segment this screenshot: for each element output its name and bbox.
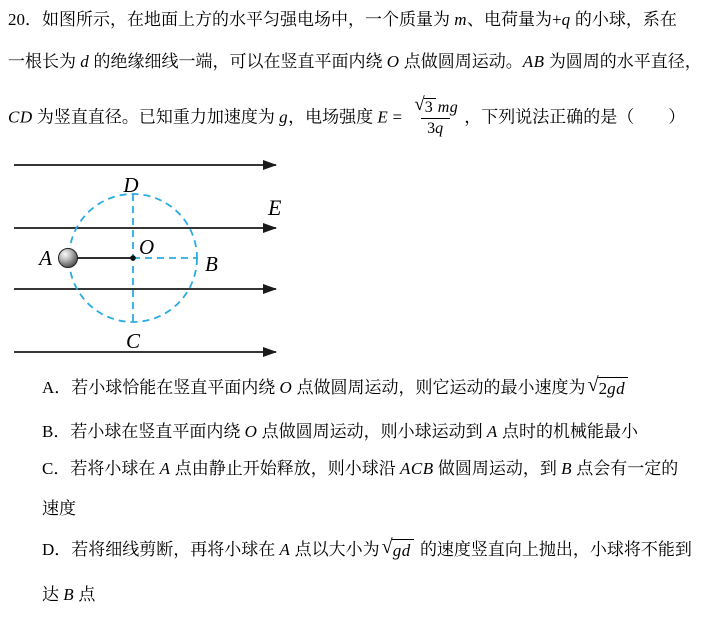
stem-line-1: 20．如图所示，在地面上方的水平匀强电场中，一个质量为 m、电荷量为+q 的小球，系在 (8, 10, 677, 29)
label-c: C (125, 329, 141, 353)
stem-line-2: 一根长为 d 的绝缘细线一端，可以在竖直平面内绕 O 点做圆周运动。AB 为圆周的水平直径， (8, 52, 702, 71)
label-e-field: E (268, 195, 282, 220)
charged-ball (59, 249, 78, 268)
center-point (130, 255, 136, 261)
option-b: B．若小球在竖直平面内绕 O 点做圆周运动，则小球运动到 A 点时的机械能最小 (42, 422, 639, 441)
option-c-line-2: 速度 (42, 499, 76, 518)
option-d-line-2: 达 B 点 (42, 585, 96, 604)
field-diagram (0, 150, 320, 378)
label-d: D (123, 173, 139, 197)
label-o: O (139, 235, 155, 259)
option-a: A．若小球恰能在竖直平面内绕 O 点做圆周运动，则它运动的最小速度为 √ 2gd (42, 377, 630, 400)
label-a: A (39, 246, 52, 270)
option-c-line-1: C．若将小球在 A 点由静止开始释放，则小球沿 ACB 做圆周运动，到 B 点会有一定的 (42, 459, 679, 478)
option-d-line-1: D．若将细线剪断，再将小球在 A 点以大小为 √ gd 的速度竖直向上抛出，小球将不能到 (42, 536, 692, 560)
stem-line-3: CD 为竖直直径。已知重力加速度为 g，电场强度 E = √ 3 mg 3q ，下列说法正确的是（ ） (8, 94, 686, 138)
label-b: B (205, 252, 218, 276)
